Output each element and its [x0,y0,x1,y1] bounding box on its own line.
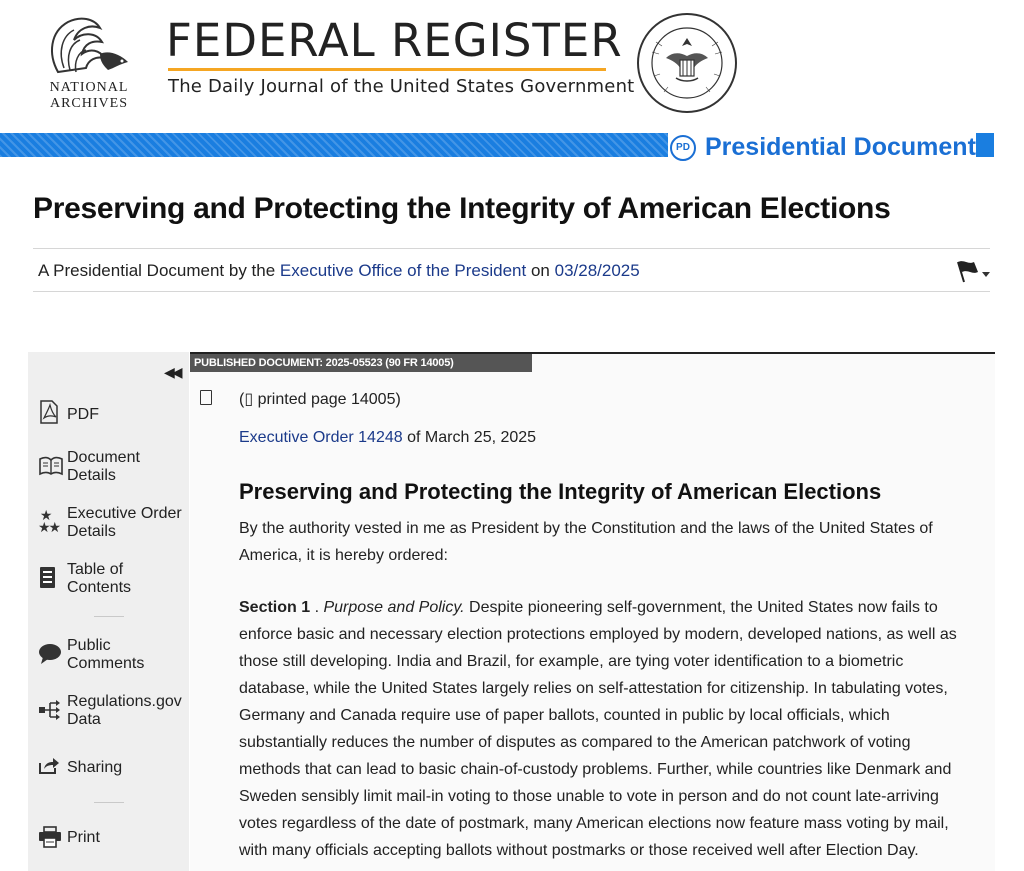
print-icon [38,826,64,852]
sidebar-divider [94,802,124,803]
flag-menu-button[interactable] [944,258,990,284]
document-type-label[interactable]: Presidential Document [705,133,976,161]
banner-stripe [0,133,668,157]
presidential-document-badge-icon: PD [670,135,696,161]
masthead [0,0,1024,130]
sidebar-item-label: Regulations.gov [67,693,182,710]
date-link[interactable]: 03/28/2025 [554,261,640,280]
sidebar-item-label-2: Details [67,523,116,540]
printed-page-label: (▯ printed page 14005) [239,391,401,408]
sidebar-item-label: Table of [67,561,124,578]
collapse-sidebar-icon[interactable]: ◀◀ [164,364,180,380]
sidebar-item-public-comments[interactable] [38,637,188,673]
document-sidebar [28,352,189,871]
national-archives-logo[interactable] [34,14,144,112]
document-body-title: Preserving and Protecting the Integrity of American Elections [239,479,882,504]
paragraph-line: database, while the United States largely relies on self-attestation for citizenship. In tabulating votes, [239,680,948,697]
paragraph-line: votes regardless of the date of postmark, many American elections now feature mass voting by mail, [239,815,949,832]
pdf-icon [38,400,64,426]
paragraph-line: substantially reduces the number of disputes as compared to the American patchwork of voting [239,734,911,751]
archives-line1: NATIONAL [49,80,129,95]
paragraph-line: enforce basic and necessary election protections employed by modern, developed nations, as well as [239,626,957,643]
section-first-line [239,594,979,621]
sidebar-item-label: Executive Order [67,505,182,522]
paragraph-line: America, it is hereby ordered: [239,547,448,564]
comment-icon [38,643,64,669]
book-icon [38,455,64,481]
executive-order-line [239,429,536,447]
paragraph-line: Germany and Canada require use of paper ballots, counted in public by local officials, which [239,707,890,724]
section-first-text: Despite pioneering self-government, the United States now fails to [464,599,938,616]
paragraph-line: methods that can lead to basic chain-of-custody problems. Further, while countries like Denmark and [239,761,952,778]
sidebar-item-sharing[interactable] [38,755,188,781]
document-type-banner [0,131,1024,159]
document-body [190,352,995,871]
chevron-down-icon [982,272,990,277]
sidebar-item-label-2: Data [67,711,101,728]
document-meta-row [33,248,990,292]
eagle-icon [38,14,138,78]
executive-order-date: of March 25, 2025 [402,429,537,446]
federal-register-subtitle: The Daily Journal of the United States Government [168,76,635,97]
meta-prefix: A Presidential Document by the [38,261,280,280]
sidebar-item-label: PDF [67,406,99,423]
section-separator: . [310,599,324,616]
sidebar-item-document-details[interactable] [38,449,188,485]
sidebar-item-label-2: Details [67,467,116,484]
page-marker-icon[interactable] [200,390,212,405]
sidebar-divider [94,616,124,617]
archives-line2: ARCHIVES [49,96,128,111]
section-1-paragraph [239,594,979,864]
sidebar-item-table-of-contents[interactable] [38,561,188,597]
executive-order-link[interactable]: Executive Order 14248 [239,429,403,446]
sidebar-item-pdf[interactable] [38,400,188,426]
intro-paragraph [239,515,979,569]
federal-register-title[interactable]: FEDERAL REGISTER [166,14,623,67]
banner-end-block [976,133,994,157]
title-underline [168,68,606,71]
sidebar-item-label: Sharing [67,759,123,776]
document-meta [38,261,640,281]
published-document-tab: PUBLISHED DOCUMENT: 2025-05523 (90 FR 14005) [190,354,532,372]
nara-seal-icon [636,12,738,114]
sidebar-item-label: Print [67,829,100,846]
sidebar-item-print[interactable] [38,826,188,852]
page-title: Preserving and Protecting the Integrity of American Elections [33,192,891,225]
paragraph-line: with many officials accepting ballots without postmarks or those received well after Election Day. [239,842,919,859]
section-heading: Purpose and Policy. [323,599,465,616]
sidebar-item-label: Document [67,449,140,466]
paragraph-line: By the authority vested in me as President by the Constitution and the laws of the United States of [239,520,933,537]
list-icon [38,566,64,592]
sidebar-item-label-2: Contents [67,579,132,596]
stars-icon: ★ ★★ [38,507,60,535]
agency-link[interactable]: Executive Office of the President [279,261,527,280]
share-icon [38,755,64,781]
meta-on: on [526,261,555,280]
paragraph-line: Sweden sensibly limit mail-in voting to those unable to vote in person and do not count late-arriving [239,788,939,805]
paragraph-line: those still developing. India and Brazil, for example, are tying voter identification to a biometric [239,653,904,670]
sidebar-item-executive-order-details[interactable] [38,505,188,541]
sidebar-item-label: Public [67,637,111,654]
share-tree-icon [38,699,64,725]
flag-icon [944,258,990,284]
section-label: Section 1 [239,599,311,616]
sidebar-item-label-2: Comments [67,655,145,672]
sidebar-item-regulations-gov-data[interactable] [38,693,188,729]
